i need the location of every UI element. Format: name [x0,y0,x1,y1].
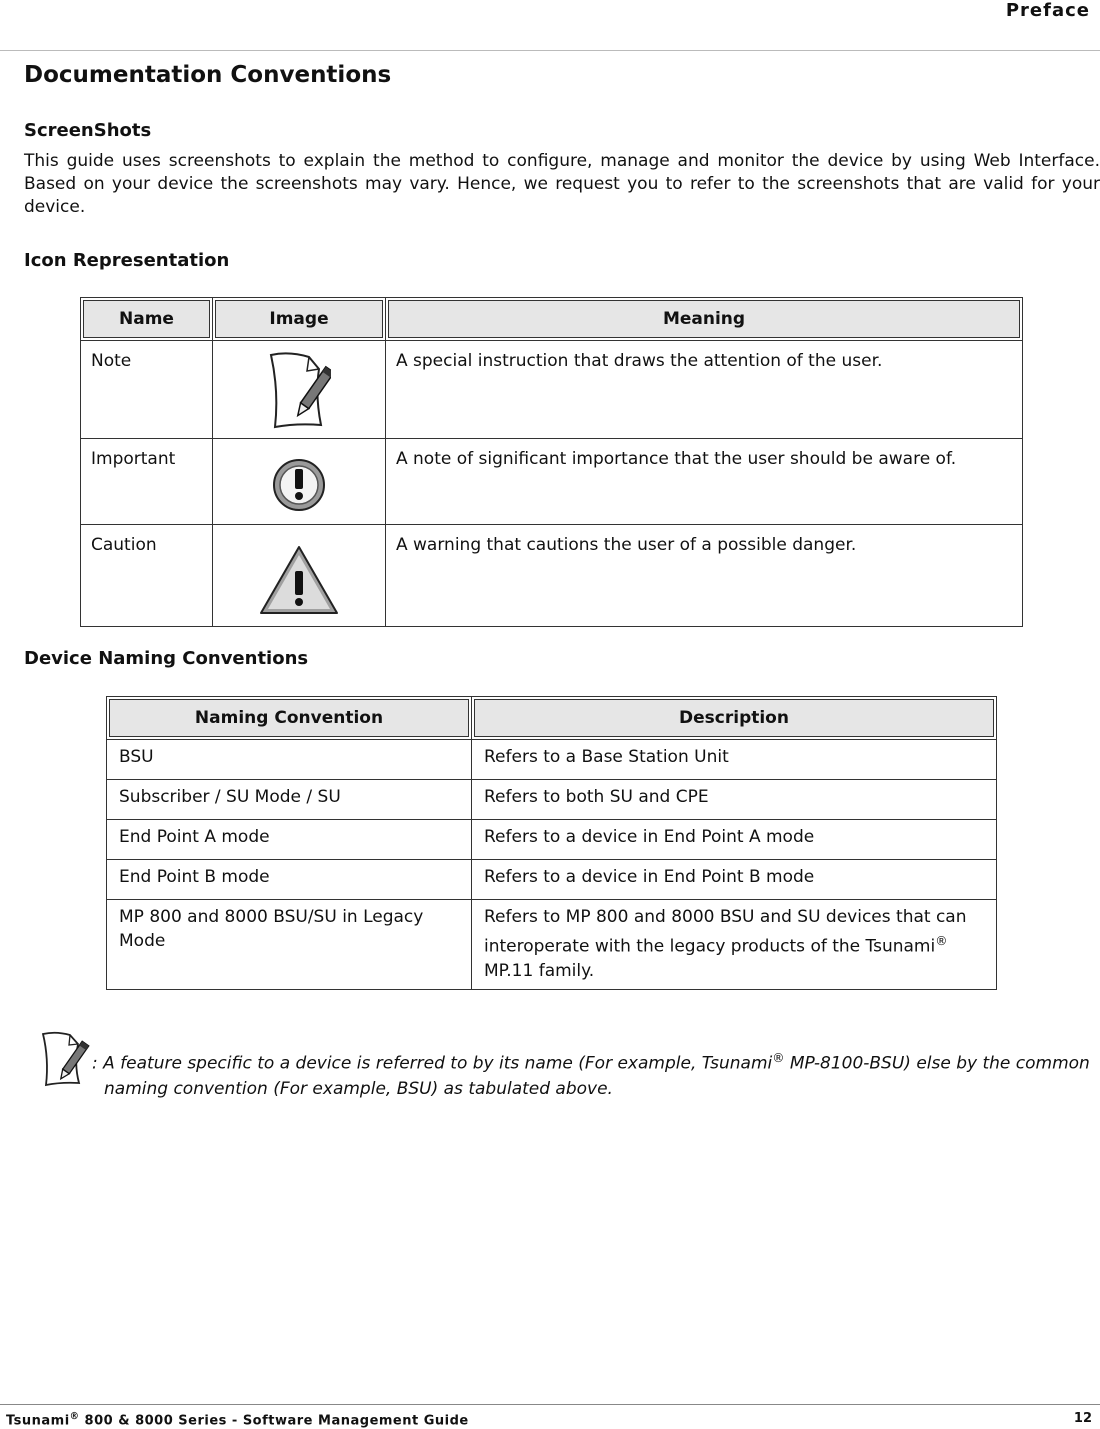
icon-representation-heading: Icon Representation [24,250,230,271]
naming-description-cell: Refers to a Base Station Unit [472,740,997,780]
footer-rule [0,1404,1100,1405]
registered-mark: ® [772,1051,785,1065]
note-text-start: A feature specific to a device is referred to by its name (For example, Tsunami [103,1053,773,1074]
naming-table-header-row [107,697,997,740]
table-row [81,341,1023,439]
column-header-meaning: Meaning [386,298,1023,341]
icon-table-header-row [81,298,1023,341]
icon-table [80,297,1023,627]
icon-name-note: Note [81,341,213,439]
description-text-continued: MP.11 family. [484,960,595,981]
note-pencil-icon [40,1026,90,1088]
footer-guide-title [6,1411,469,1428]
icon-meaning-important: A note of significant importance that the user should be aware of. [386,439,1023,525]
registered-mark: ® [935,934,948,948]
note-text [92,1046,1100,1102]
column-header-description: Description [472,697,997,740]
column-header-name: Name [81,298,213,341]
naming-description-cell [472,900,997,990]
column-header-image: Image [213,298,386,341]
naming-convention-cell: End Point A mode [107,820,472,860]
table-row [81,439,1023,525]
table-row [107,780,997,820]
icon-name-caution: Caution [81,525,213,627]
warning-triangle-icon [257,529,341,619]
note-pencil-icon [267,345,331,431]
footer-title-text: 800 & 8000 Series - Software Management Guide [79,1413,469,1429]
page-title: Documentation Conventions [24,62,392,88]
registered-mark: ® [69,1411,80,1422]
naming-description-cell: Refers to a device in End Point B mode [472,860,997,900]
naming-conventions-table [106,696,997,990]
device-naming-heading: Device Naming Conventions [24,648,309,669]
table-row [107,900,997,990]
screenshots-heading: ScreenShots [24,120,152,141]
icon-meaning-note: A special instruction that draws the attention of the user. [386,341,1023,439]
naming-convention-cell: Subscriber / SU Mode / SU [107,780,472,820]
header-rule [0,50,1100,51]
note-prefix: : [92,1053,98,1074]
icon-name-important: Important [81,439,213,525]
exclamation-circle-icon [267,443,331,513]
running-header: Preface [1005,0,1090,21]
page-number: 12 [1073,1411,1092,1426]
naming-convention-cell: End Point B mode [107,860,472,900]
table-row [107,740,997,780]
footer-product: Tsunami [6,1413,70,1429]
naming-description-cell: Refers to a device in End Point A mode [472,820,997,860]
screenshots-paragraph: This guide uses screenshots to explain the method to configure, manage and monitor the device by using Web Interface. Based on your device the screenshots may vary. Hence, we request you to refer to the screenshots that are valid for your device. [24,151,1100,217]
table-row [107,860,997,900]
naming-convention-cell: MP 800 and 8000 BSU/SU in Legacy Mode [107,900,472,990]
naming-convention-cell: BSU [107,740,472,780]
icon-meaning-caution: A warning that cautions the user of a possible danger. [386,525,1023,627]
table-row [81,525,1023,627]
table-row [107,820,997,860]
description-text: Refers to MP 800 and 8000 BSU and SU devices that can interoperate with the legacy products of the Tsunami [484,907,967,957]
note-text-end: MP-8100-BSU) else by the common naming convention (For example, BSU) as tabulated above. [104,1053,1090,1099]
naming-description-cell: Refers to both SU and CPE [472,780,997,820]
column-header-naming-convention: Naming Convention [107,697,472,740]
